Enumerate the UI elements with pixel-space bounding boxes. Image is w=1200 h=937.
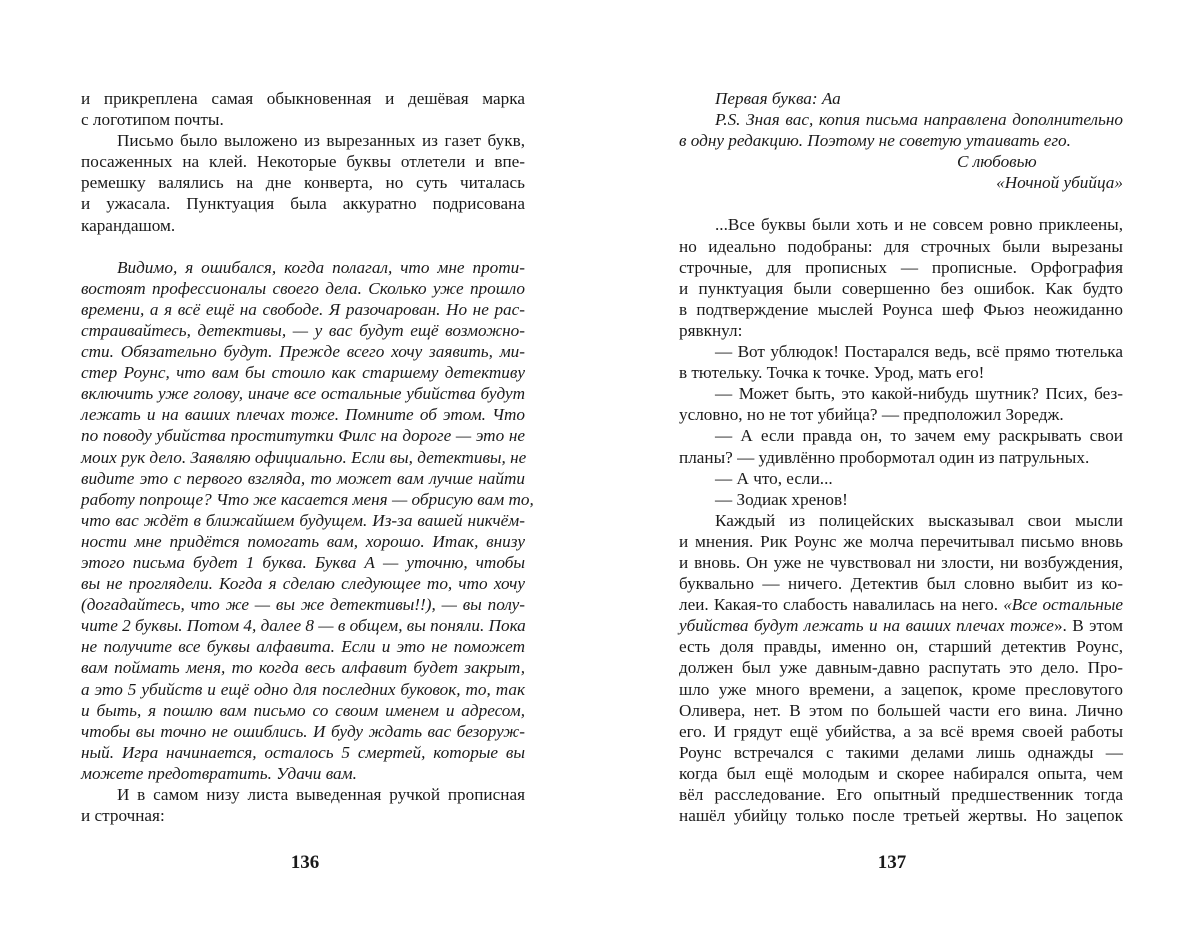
- text-line: не получите все буквы алфавита. Если и это не поможет: [81, 637, 525, 657]
- text-line: включить уже голову, иначе все остальные убийства будут: [81, 384, 525, 404]
- page-number-right: 137: [877, 852, 907, 873]
- text-line: ...Все буквы были хоть и не совсем ровно приклеены,: [715, 215, 1123, 235]
- text-line: и вновь. Он уже не чувствовал ни злости, ни возбуждения,: [679, 552, 1123, 572]
- text-line: ремешку валялись на дне конверта, но суть читалась: [81, 173, 525, 193]
- text-line: рявкнул:: [679, 320, 743, 340]
- letter-first-letter: Первая буква: Аа: [715, 89, 841, 108]
- text-line: строчные, для прописных — прописные. Орфография: [679, 257, 1123, 277]
- text-line: Письмо было выложено из вырезанных из газет букв,: [117, 131, 525, 151]
- text-line: востоят профессионалы своего дела. Сколько уже прошло: [81, 278, 525, 298]
- section-gap: [679, 193, 1123, 214]
- text-line: когда был ещё молодым и скорее набирался опыта, чем: [679, 763, 1123, 783]
- paragraph: [679, 214, 1123, 341]
- text-line: что вас ждёт в ближайшем будущем. Из-за вашей никчём-: [81, 510, 525, 530]
- paragraph: [679, 510, 1123, 826]
- page-number-left: 136: [290, 852, 320, 873]
- text-line: шло уже много времени, а зацепок, кроме пресловутого: [679, 679, 1123, 699]
- text-line: чтобы вы точно не ошиблись. И буду ждать вас безоруж-: [81, 721, 525, 741]
- text-line: — А что, если...: [715, 468, 833, 488]
- text-line: вы не проглядели. Когда я сделаю следующее то, что хочу: [81, 574, 525, 594]
- paragraph: [679, 468, 1123, 489]
- text-line: есть доля правды, именно он, старший детектив Роунс,: [679, 637, 1123, 657]
- text-line: и строчная:: [81, 806, 165, 826]
- right-page-body: [679, 88, 1123, 826]
- letter-postscript-line: в одну редакцию. Поэтому не советую утаивать его.: [679, 131, 1071, 151]
- letter-closing: С любовью: [957, 152, 1037, 172]
- paragraph: [679, 383, 1123, 425]
- text-line: И в самом низу листа выведенная ручкой прописная: [117, 785, 525, 804]
- text-line: моих рук дело. Заявляю официально. Если вы, детективы, не: [81, 447, 527, 467]
- text-line: ный. Игра начинается, осталось 5 смертей, которые вы: [81, 742, 525, 762]
- text-line: — А если правда он, то зачем ему раскрывать свои: [715, 426, 1123, 446]
- text-line: лежать и на ваших плечах тоже. Помните об этом. Что: [81, 405, 525, 425]
- paragraph: [81, 130, 525, 235]
- text-line: можете предотвратить. Удачи вам.: [81, 763, 357, 783]
- italic-quote: «Все остальные: [1003, 595, 1123, 615]
- text-run: ». В этом: [1053, 616, 1123, 636]
- text-run: леи. Какая-то слабость навалилась на него.: [679, 595, 1004, 615]
- text-line: в тютельку. Точка к точке. Урод, мать его!: [679, 363, 985, 383]
- text-line: с логотипом почты.: [81, 110, 224, 130]
- paragraph: [81, 88, 525, 130]
- left-page-body: [81, 88, 534, 826]
- text-line: условно, но не тот убийца? — предположил Зоредж.: [679, 405, 1064, 425]
- text-line: по поводу убийства проститутки Филс на дороге — это не: [81, 426, 525, 446]
- text-line: — Зодиак хренов!: [715, 489, 848, 509]
- text-line: страивайтесь, детективы, — у вас будут ещё возможно-: [81, 320, 525, 340]
- text-line: его. И грядут ещё убийства, а за всё время своей работы: [679, 721, 1123, 741]
- text-line: и прикреплена самая обыкновенная и дешёвая марка: [81, 89, 525, 108]
- quoted-letter-paragraph: [81, 257, 534, 784]
- text-line: но идеально подобраны: для строчных были вырезаны: [679, 236, 1123, 256]
- text-line: и мнения. Рик Роунс же молча перечитывал письмо вновь: [679, 531, 1123, 551]
- italic-quote: убийства будут лежать и на ваших плечах тоже: [679, 616, 1054, 636]
- paragraph: [81, 784, 525, 826]
- text-line: нашёл убийцу только после третьей жертвы. Но зацепок: [679, 806, 1123, 826]
- text-line: вёл расследование. Его опытный предшественник тогда: [679, 785, 1123, 804]
- text-line: а это 5 убийств и ещё одно для последних буковок, то, так: [81, 679, 525, 699]
- text-line: сти. Обязательно будут. Прежде всего хочу заявить, ми-: [81, 342, 525, 362]
- paragraph: [679, 489, 1123, 510]
- text-line: Каждый из полицейских высказывал свои мысли: [715, 510, 1123, 530]
- text-line: и быть, я пошлю вам письмо со своим именем и адресом,: [81, 700, 525, 720]
- section-gap: [81, 236, 525, 257]
- text-line: посаженных на клей. Некоторые буквы отлетели и впе-: [81, 152, 525, 172]
- text-line: времени, а я всё ещё на свободе. Я разочарован. Но не рас-: [81, 299, 525, 319]
- text-line: буквально — ничего. Детектив был словно выбит из ко-: [679, 574, 1123, 594]
- text-line: Оливера, нет. В этом по большей части его вина. Лично: [679, 700, 1123, 720]
- letter-postscript-line: P.S. Зная вас, копия письма направлена дополнительно: [715, 110, 1123, 130]
- text-line: видите это с первого взгляда, то может вам лучше найти: [81, 468, 525, 488]
- text-line: чите 2 буквы. Потом 4, далее 8 — в общем, вы поняли. Пока: [81, 616, 526, 636]
- text-line: Роунс встречался с такими делами лишь однажды —: [679, 742, 1123, 762]
- right-page-text: [679, 214, 1123, 826]
- text-line: — Вот ублюдок! Постарался ведь, всё прямо тютелька: [715, 342, 1123, 362]
- text-line: и пунктуация были совершенно без ошибок. Как будто: [679, 278, 1123, 298]
- text-line: [679, 594, 1123, 615]
- text-line: этого письма будет 1 буква. Буква А — уточню, чтобы: [81, 552, 525, 572]
- text-line: должен был уже давным-давно распутать это дело. Про-: [679, 658, 1123, 678]
- text-line: карандашом.: [81, 215, 176, 235]
- text-line: в подтверждение мыслей Роунса шеф Фьюз неожиданно: [679, 299, 1123, 319]
- text-line: (догадайтесь, что же — вы же детективы!!), — вы полу-: [81, 595, 525, 615]
- text-line: — Может быть, это какой-нибудь шутник? Псих, без-: [715, 384, 1123, 404]
- text-line: [679, 615, 1123, 636]
- paragraph: [679, 341, 1123, 383]
- text-line: стер Роунс, что вам бы стоило как старшему детективу: [81, 363, 525, 383]
- letter-signature: «Ночной убийца»: [996, 173, 1123, 193]
- text-line: работу попроще? Что же касается меня — обрисую вам то,: [81, 489, 534, 509]
- paragraph: [679, 425, 1123, 467]
- text-line: планы? — удивлённо пробормотал один из патрульных.: [679, 447, 1090, 467]
- text-line: ности мне придётся помогать вам, хорошо. Итак, внизу: [81, 531, 525, 551]
- text-line: вам поймать меня, то когда весь алфавит будет закрыт,: [81, 658, 525, 678]
- text-line: Видимо, я ошибался, когда полагал, что мне проти-: [117, 257, 525, 277]
- text-line: и ужасала. Пунктуация была аккуратно подрисована: [81, 194, 525, 214]
